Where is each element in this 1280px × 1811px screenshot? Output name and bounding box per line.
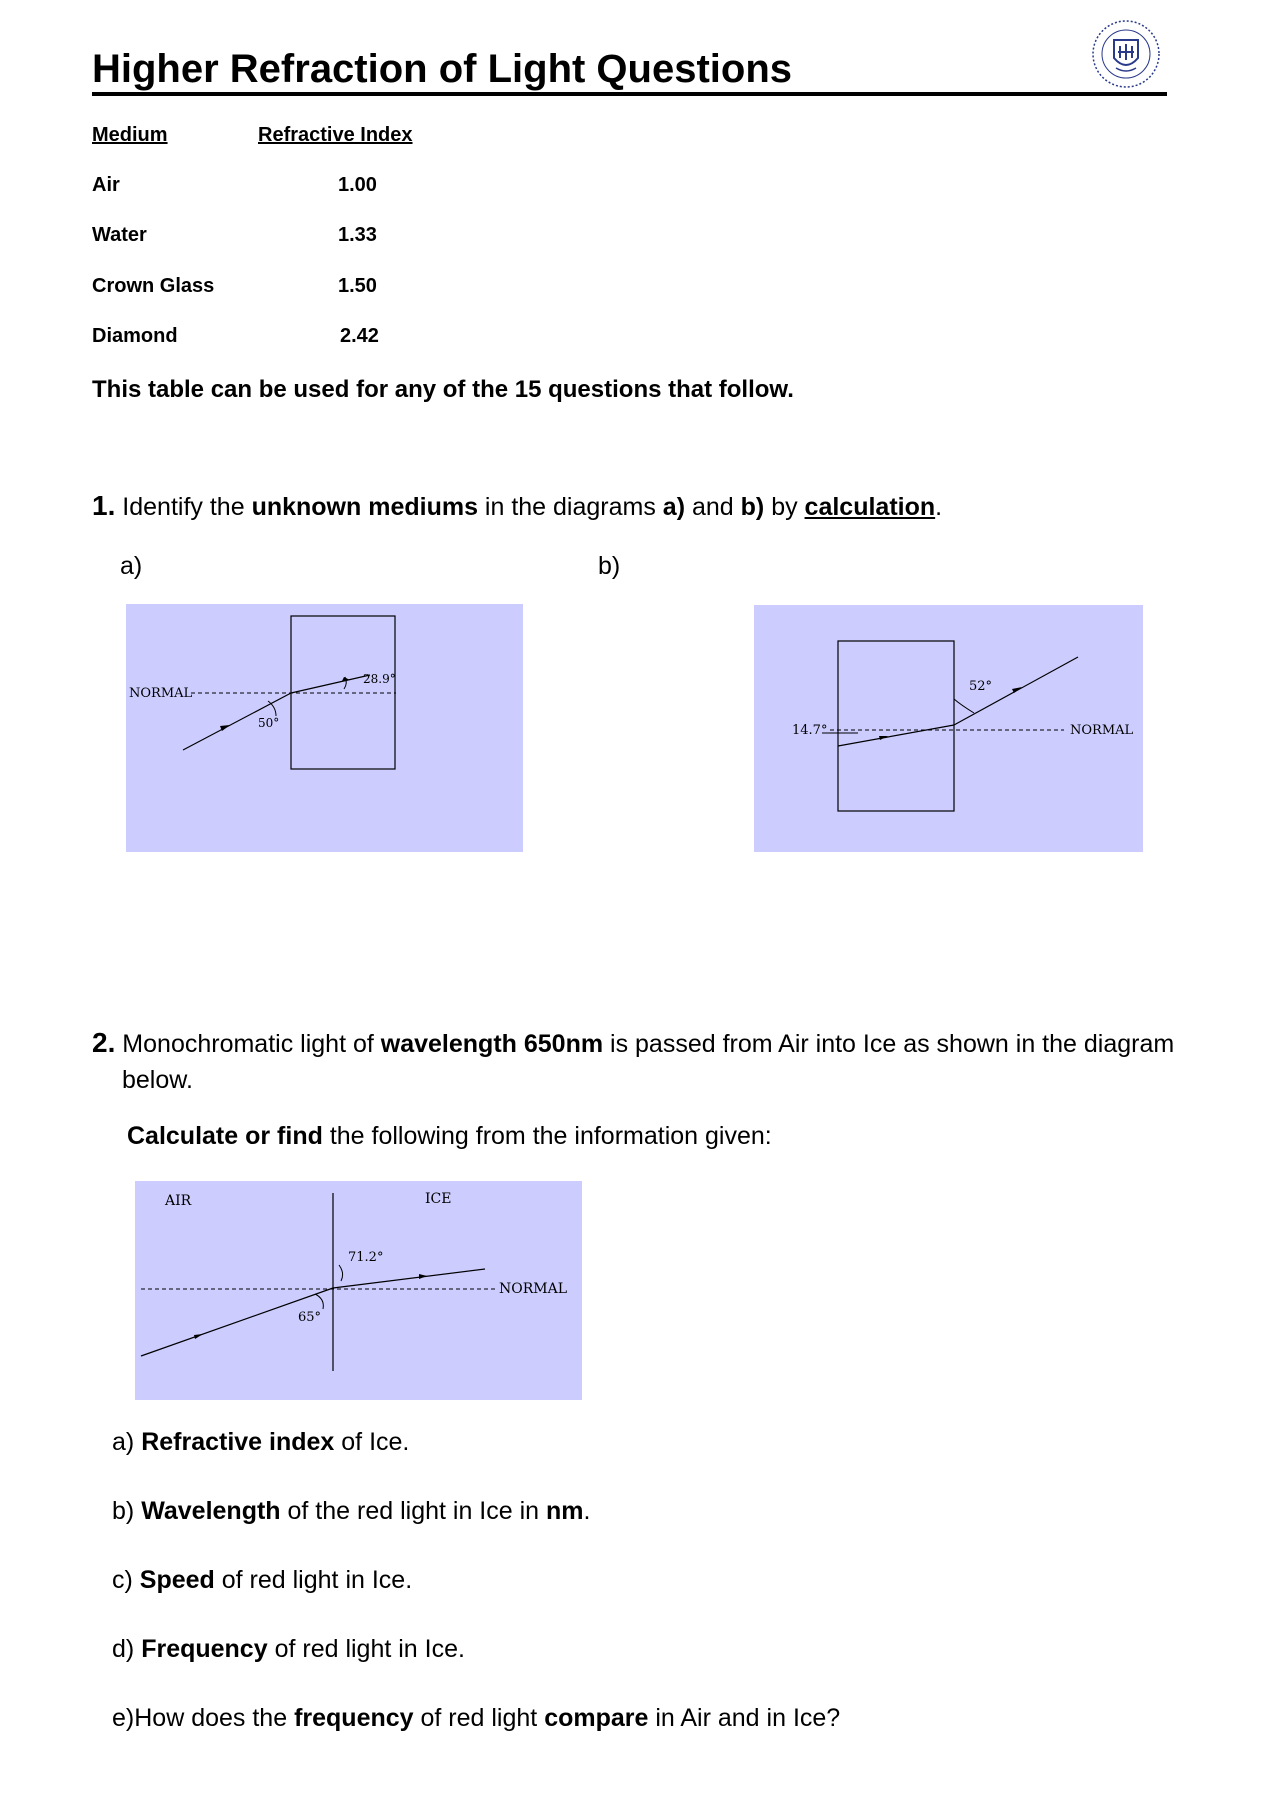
normal-label: NORMAL (129, 686, 193, 701)
sub-question-label: c) (112, 1566, 133, 1594)
angle-label: 28.9° (363, 672, 396, 686)
q1-emphasis: unknown mediums (251, 493, 478, 521)
sub-question-emphasis: Refractive index (141, 1428, 335, 1456)
sub-question-text: of the red light in Ice in (280, 1497, 546, 1525)
sub-question-emphasis: compare (544, 1704, 649, 1732)
q2-emphasis: wavelength 650nm (380, 1030, 604, 1058)
question-2-instruction (127, 1118, 772, 1154)
ray-arrow (194, 1334, 203, 1339)
table-cell-index: 1.00 (338, 174, 377, 196)
angle-label: 50° (258, 716, 280, 730)
angle-label: 14.7° (792, 723, 828, 738)
angle-label: 71.2° (348, 1250, 384, 1265)
diagram-b-label: b) (598, 552, 621, 580)
school-crest-logo (1090, 18, 1162, 90)
table-cell-index: 1.33 (338, 224, 377, 246)
question-2-text (92, 1025, 1174, 1062)
q1-emphasis: calculation (804, 493, 936, 521)
refracted-ray (838, 725, 954, 746)
refraction-diagram-b (754, 605, 1143, 852)
q1-text: by (764, 493, 805, 521)
normal-label: NORMAL (499, 1281, 568, 1297)
medium-label-ice: ICE (425, 1191, 452, 1207)
table-cell-index: 1.50 (338, 275, 377, 297)
refracted-ray (291, 675, 370, 693)
sub-question-text: in Air and in Ice? (648, 1704, 841, 1732)
ray-arrow (879, 736, 888, 740)
q1-emphasis: a) (662, 493, 686, 521)
refraction-diagram-a (126, 604, 523, 852)
sub-question-d (112, 1635, 465, 1664)
q1-text: in the diagrams (477, 493, 663, 521)
angle-label: 52° (969, 679, 993, 694)
q1-text: and (685, 493, 741, 521)
q2-emphasis: Calculate or find (127, 1122, 323, 1150)
sub-question-label: b) (112, 1497, 135, 1525)
table-header-medium: Medium (92, 124, 168, 146)
angle-label: 65° (298, 1310, 322, 1325)
table-header-refractive-index: Refractive Index (258, 124, 413, 146)
sub-question-text: How does the (134, 1704, 295, 1732)
sub-question-label: a) (112, 1428, 135, 1456)
sub-question-label: d) (112, 1635, 135, 1663)
sub-question-b (112, 1497, 590, 1526)
question-2-text-continued: below. (122, 1066, 193, 1094)
table-cell-index: 2.42 (340, 325, 379, 347)
refracted-ray (333, 1269, 485, 1288)
q2-text: the following from the information given: (322, 1122, 772, 1150)
diagram-a-label: a) (120, 552, 143, 580)
sub-question-emphasis: Speed (139, 1566, 215, 1594)
table-cell-medium: Water (92, 224, 147, 246)
sub-question-text: of red light in Ice. (214, 1566, 413, 1594)
sub-question-text: . (583, 1497, 591, 1525)
q1-text: Identify the (115, 493, 252, 521)
sub-question-emphasis: Frequency (141, 1635, 268, 1663)
sub-question-text: of Ice. (334, 1428, 410, 1456)
q2-text: is passed from Air into Ice as shown in the diagram (603, 1030, 1175, 1058)
medium-label-air: AIR (165, 1193, 192, 1209)
page-title: Higher Refraction of Light Questions (92, 46, 1167, 96)
glass-block (838, 641, 954, 811)
sub-question-emphasis: frequency (294, 1704, 414, 1732)
sub-question-emphasis: nm (546, 1497, 584, 1525)
q2-text: Monochromatic light of (115, 1030, 381, 1058)
question-number: 2. (92, 1027, 116, 1058)
question-number: 1. (92, 490, 116, 521)
sub-question-c (112, 1566, 412, 1595)
q1-emphasis: b) (740, 493, 765, 521)
refraction-diagram-air-ice (135, 1181, 582, 1400)
sub-question-a (112, 1428, 409, 1457)
table-cell-medium: Diamond (92, 325, 178, 347)
table-cell-medium: Air (92, 174, 120, 196)
sub-question-e (112, 1704, 840, 1733)
sub-question-text: of red light (413, 1704, 545, 1732)
q1-text: . (935, 493, 943, 521)
sub-question-emphasis: Wavelength (141, 1497, 281, 1525)
question-1-text (92, 488, 942, 525)
sub-question-text: of red light in Ice. (267, 1635, 465, 1663)
angle-arc (954, 699, 974, 713)
angle-arc (339, 1265, 343, 1281)
angle-arc (315, 1294, 323, 1309)
normal-label: NORMAL (1070, 723, 1134, 738)
table-cell-medium: Crown Glass (92, 275, 215, 297)
sub-question-label: e) (112, 1704, 135, 1732)
table-note: This table can be used for any of the 15 questions that follow. (92, 376, 794, 403)
